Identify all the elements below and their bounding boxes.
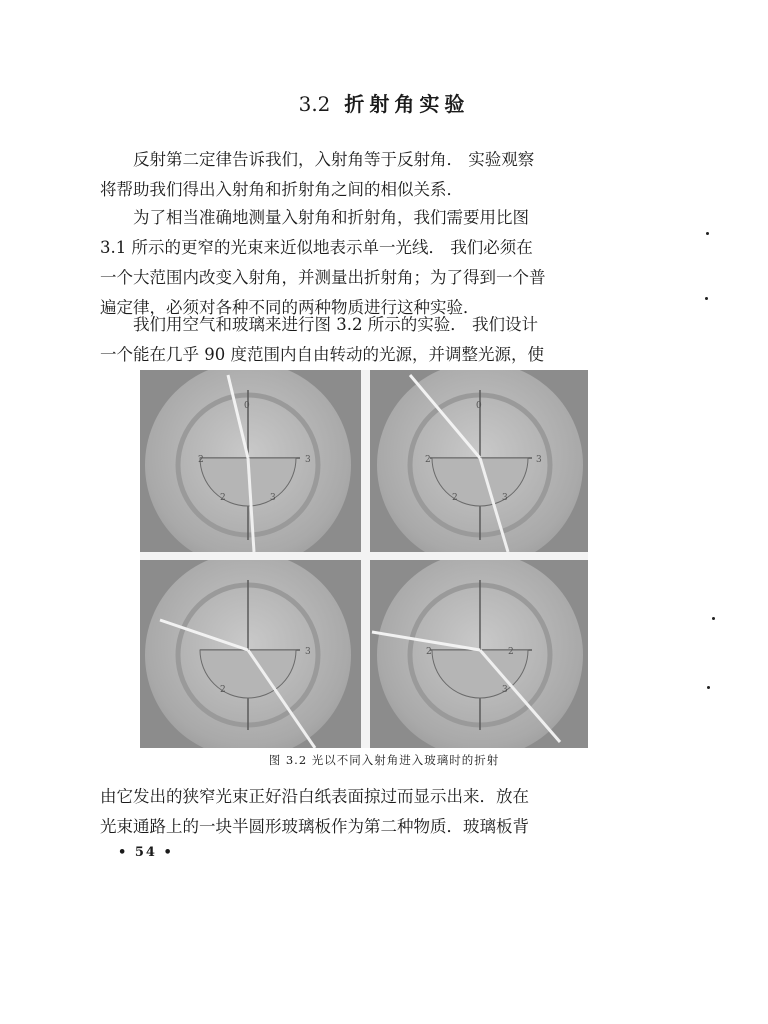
refraction-photo-grid xyxy=(140,370,588,748)
scale-mark: 2 xyxy=(425,455,431,465)
scale-mark: 2 xyxy=(198,455,204,465)
scale-mark: 3 xyxy=(270,493,276,503)
scale-mark: 3 xyxy=(305,455,311,465)
paragraph-2 xyxy=(100,203,626,323)
figure-caption: 图 3.2 光以不同入射角进入玻璃时的折射 xyxy=(268,753,500,767)
text-line: 反射第二定律告诉我们，入射角等于反射角． 实验观察 xyxy=(133,150,535,169)
text-line: 遍定律，必须对各种不同的两种物质进行这种实验． xyxy=(100,298,480,317)
scale-mark: 2 xyxy=(426,647,432,657)
scale-mark: 3 xyxy=(536,455,542,465)
refraction-photo-figure xyxy=(140,370,588,748)
page-number: • 54 • xyxy=(118,845,174,860)
scan-speck xyxy=(712,617,715,620)
photo-panel-bottom-right xyxy=(370,552,588,748)
section-number: 3.2 xyxy=(298,92,331,116)
scale-mark: 3 xyxy=(502,493,508,503)
photo-panel-top-left xyxy=(140,370,361,568)
scan-speck xyxy=(706,232,709,235)
photo-panel-bottom-left xyxy=(140,552,361,748)
section-title: 折射角实验 xyxy=(344,92,470,116)
text-line: 3.1 所示的更窄的光束来近似地表示单一光线． 我们必须在 xyxy=(100,238,533,257)
text-line: 由它发出的狭窄光束正好沿白纸表面掠过而显示出来．放在 xyxy=(100,787,529,806)
scale-mark: 0 xyxy=(244,401,250,411)
text-line: 为了相当准确地测量入射角和折射角，我们需要用比图 xyxy=(133,208,529,227)
paragraph-4 xyxy=(100,782,626,842)
scan-speck xyxy=(707,686,710,689)
text-line: 我们用空气和玻璃来进行图 3.2 所示的实验． 我们设计 xyxy=(133,315,538,334)
photo-panel-top-right xyxy=(370,370,588,568)
scale-mark: 3 xyxy=(502,685,508,695)
text-line: 将帮助我们得出入射角和折射角之间的相似关系． xyxy=(100,180,463,199)
scan-speck xyxy=(705,297,708,300)
paragraph-1 xyxy=(100,145,626,205)
scale-mark: 0 xyxy=(476,401,482,411)
scale-mark: 3 xyxy=(305,647,311,657)
scale-mark: 2 xyxy=(452,493,458,503)
scale-mark: 2 xyxy=(508,647,514,657)
scale-mark: 2 xyxy=(220,685,226,695)
paragraph-3 xyxy=(100,310,626,370)
section-heading xyxy=(0,88,768,117)
text-line: 一个能在几乎 90 度范围内自由转动的光源，并调整光源，使 xyxy=(100,345,544,364)
text-line: 光束通路上的一块半圆形玻璃板作为第二种物质．玻璃板背 xyxy=(100,817,529,836)
scale-mark: 2 xyxy=(220,493,226,503)
text-line: 一个大范围内改变入射角，并测量出折射角；为了得到一个普 xyxy=(100,268,546,287)
